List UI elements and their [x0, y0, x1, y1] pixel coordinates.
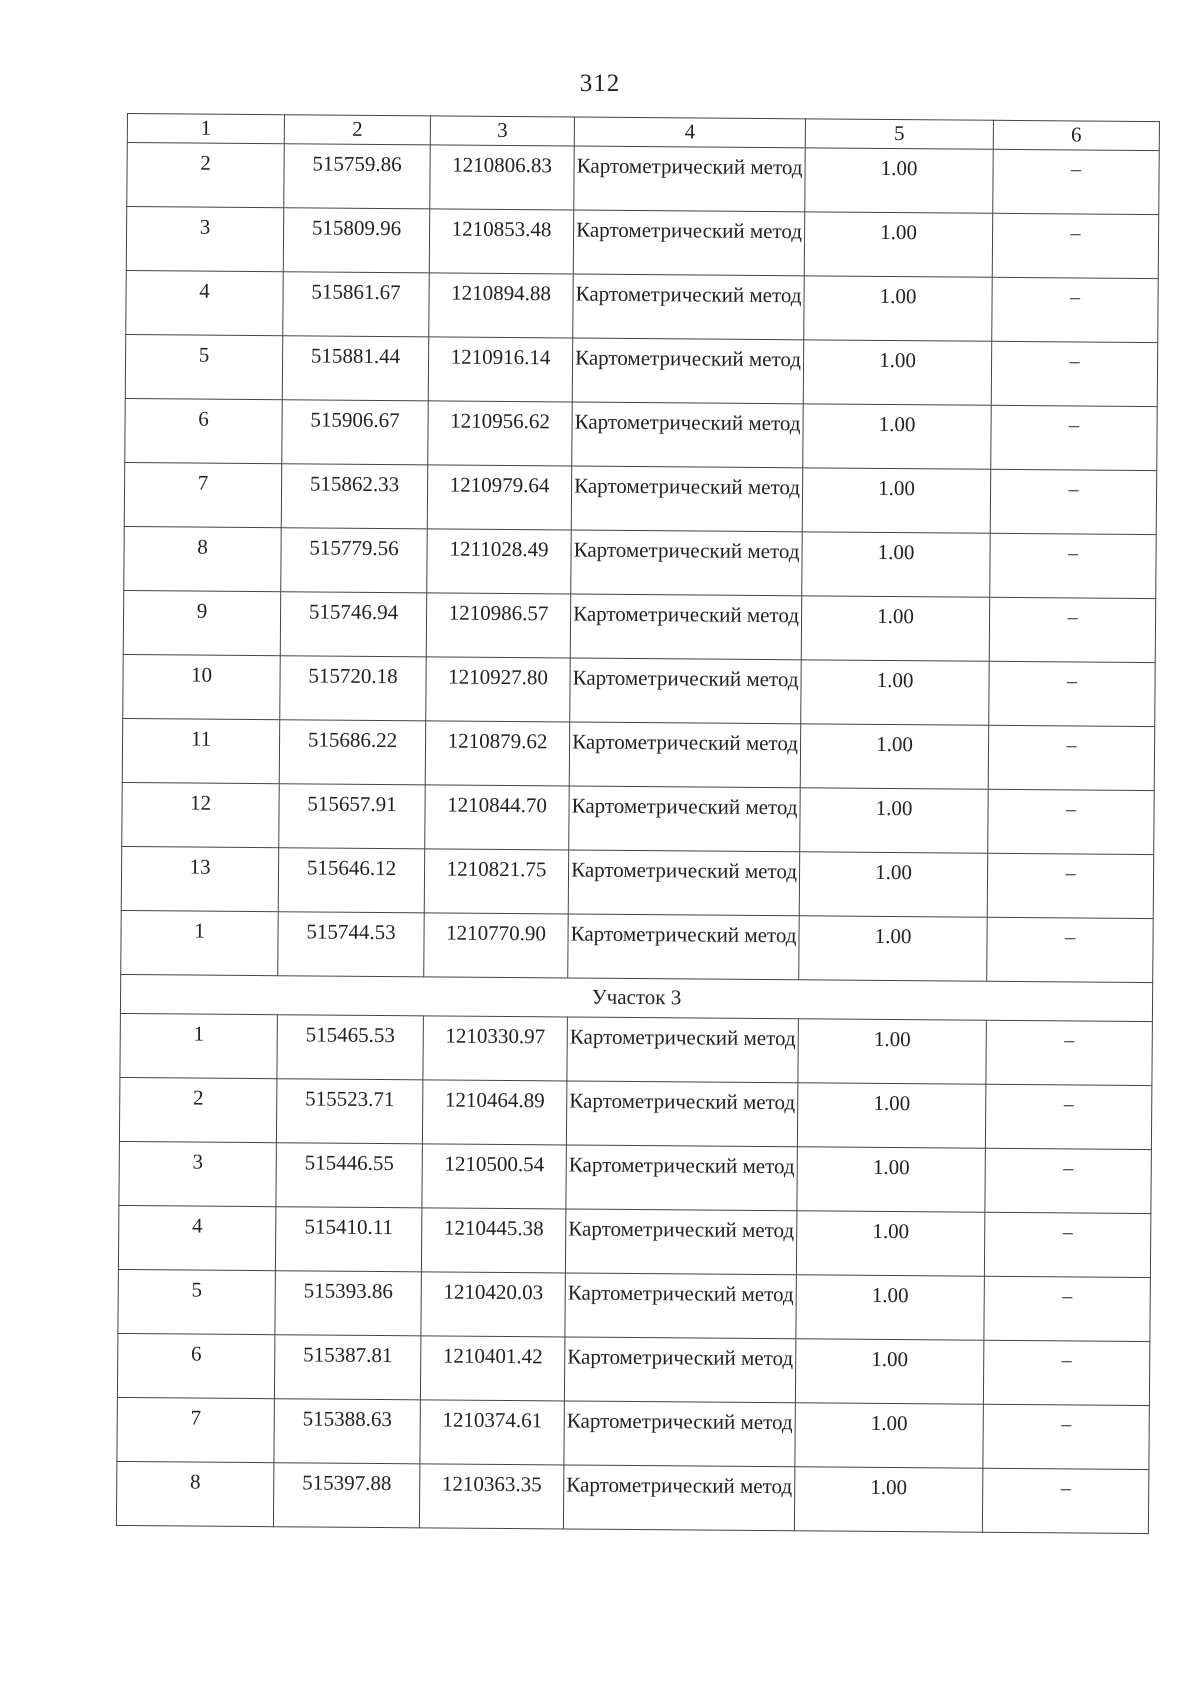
accuracy-cell: 1.00	[800, 788, 988, 853]
method-cell: Картометрический метод	[564, 1401, 795, 1467]
accuracy-cell: 1.00	[797, 1147, 985, 1212]
point-number-cell: 8	[116, 1461, 273, 1526]
x-coordinate-cell: 515657.91	[279, 784, 425, 849]
accuracy-cell: 1.00	[799, 852, 987, 917]
note-cell: –	[990, 469, 1156, 534]
accuracy-cell: 1.00	[804, 212, 992, 277]
table-row	[117, 1333, 1149, 1405]
y-coordinate-cell: 1210879.62	[425, 721, 569, 786]
point-number-cell: 9	[123, 590, 280, 655]
y-coordinate-cell: 1210986.57	[426, 593, 570, 658]
method-cell: Картометрический метод	[572, 338, 803, 404]
y-coordinate-cell: 1210806.83	[430, 145, 574, 210]
x-coordinate-cell: 515646.12	[278, 848, 424, 913]
note-cell: –	[991, 341, 1157, 406]
note-cell: –	[988, 789, 1154, 854]
x-coordinate-cell: 515862.33	[281, 464, 427, 529]
table-row	[123, 590, 1155, 662]
note-cell: –	[989, 597, 1155, 662]
point-number-cell: 1	[121, 910, 278, 975]
method-cell: Картометрический метод	[574, 146, 805, 212]
note-cell: –	[987, 853, 1153, 918]
note-cell: –	[985, 1148, 1151, 1213]
note-cell: –	[982, 1468, 1148, 1533]
note-cell: –	[983, 1340, 1149, 1405]
point-number-cell: 1	[120, 1013, 277, 1078]
y-coordinate-cell: 1210363.35	[419, 1464, 563, 1529]
accuracy-cell: 1.00	[796, 1211, 984, 1276]
point-number-cell: 6	[125, 398, 282, 463]
note-cell: –	[985, 1084, 1151, 1149]
table-row	[119, 1141, 1151, 1213]
accuracy-cell: 1.00	[801, 660, 989, 725]
accuracy-cell: 1.00	[797, 1083, 985, 1148]
method-cell: Картометрический метод	[570, 658, 801, 724]
point-number-cell: 3	[126, 207, 283, 272]
accuracy-cell: 1.00	[804, 276, 992, 341]
table-row	[121, 910, 1153, 982]
point-number-cell: 2	[119, 1077, 276, 1142]
method-cell: Картометрический метод	[567, 1017, 798, 1083]
accuracy-cell: 1.00	[796, 1275, 984, 1340]
note-cell: –	[983, 1404, 1149, 1469]
table-row	[122, 782, 1154, 854]
method-cell: Картометрический метод	[565, 1209, 796, 1275]
method-cell: Картометрический метод	[570, 594, 801, 660]
header-col-3: 3	[430, 116, 574, 146]
point-number-cell: 2	[127, 143, 284, 208]
x-coordinate-cell: 515744.53	[278, 912, 424, 977]
y-coordinate-cell: 1210894.88	[429, 273, 573, 338]
point-number-cell: 5	[118, 1269, 275, 1334]
method-cell: Картометрический метод	[563, 1465, 794, 1531]
table-row	[126, 270, 1158, 342]
accuracy-cell: 1.00	[795, 1339, 983, 1404]
point-number-cell: 11	[122, 718, 279, 783]
note-cell: –	[993, 149, 1159, 214]
y-coordinate-cell: 1210500.54	[422, 1144, 566, 1209]
method-cell: Картометрический метод	[568, 914, 799, 980]
method-cell: Картометрический метод	[573, 210, 804, 276]
method-cell: Картометрический метод	[569, 786, 800, 852]
x-coordinate-cell: 515809.96	[283, 208, 429, 273]
y-coordinate-cell: 1210956.62	[428, 401, 572, 466]
accuracy-cell: 1.00	[795, 1403, 983, 1468]
table-row	[125, 398, 1157, 470]
point-number-cell: 7	[124, 462, 281, 527]
method-cell: Картометрический метод	[568, 850, 799, 916]
method-cell: Картометрический метод	[571, 466, 802, 532]
table-row	[119, 1077, 1151, 1149]
table-row	[122, 718, 1154, 790]
y-coordinate-cell: 1210853.48	[429, 209, 573, 274]
table-row	[124, 526, 1156, 598]
accuracy-cell: 1.00	[802, 468, 990, 533]
method-cell: Картометрический метод	[565, 1273, 796, 1339]
accuracy-cell: 1.00	[801, 596, 989, 661]
note-cell: –	[991, 405, 1157, 470]
note-cell: –	[992, 213, 1158, 278]
header-col-2: 2	[284, 115, 430, 145]
note-cell: –	[992, 277, 1158, 342]
page-number: 312	[579, 70, 621, 97]
note-cell: –	[984, 1212, 1150, 1277]
accuracy-cell: 1.00	[799, 916, 987, 981]
x-coordinate-cell: 515906.67	[282, 400, 428, 465]
x-coordinate-cell: 515387.81	[274, 1335, 420, 1400]
y-coordinate-cell: 1210445.38	[421, 1208, 565, 1273]
note-cell: –	[987, 917, 1153, 982]
method-cell: Картометрический метод	[569, 722, 800, 788]
x-coordinate-cell: 515779.56	[281, 528, 427, 593]
header-col-6: 6	[993, 120, 1159, 150]
table-row	[123, 654, 1155, 726]
x-coordinate-cell: 515523.71	[276, 1079, 422, 1144]
x-coordinate-cell: 515881.44	[282, 336, 428, 401]
method-cell: Картометрический метод	[573, 274, 804, 340]
x-coordinate-cell: 515465.53	[277, 1015, 423, 1080]
point-number-cell: 5	[125, 334, 282, 399]
point-number-cell: 4	[118, 1205, 275, 1270]
method-cell: Картометрический метод	[572, 402, 803, 468]
method-cell: Картометрический метод	[566, 1145, 797, 1211]
y-coordinate-cell: 1210330.97	[423, 1016, 567, 1081]
point-number-cell: 13	[121, 846, 278, 911]
header-col-5: 5	[805, 119, 993, 149]
point-number-cell: 10	[123, 654, 280, 719]
point-number-cell: 4	[126, 270, 283, 335]
point-number-cell: 8	[124, 526, 281, 591]
method-cell: Картометрический метод	[564, 1337, 795, 1403]
y-coordinate-cell: 1210979.64	[427, 465, 571, 530]
accuracy-cell: 1.00	[803, 340, 991, 405]
point-number-cell: 7	[117, 1397, 274, 1462]
accuracy-cell: 1.00	[800, 724, 988, 789]
y-coordinate-cell: 1210916.14	[428, 337, 572, 402]
section-title: Участок 3	[120, 974, 1152, 1021]
accuracy-cell: 1.00	[805, 148, 993, 213]
x-coordinate-cell: 515720.18	[280, 656, 426, 721]
x-coordinate-cell: 515446.55	[276, 1143, 422, 1208]
point-number-cell: 12	[122, 782, 279, 847]
point-number-cell: 3	[119, 1141, 276, 1206]
point-number-cell: 6	[117, 1333, 274, 1398]
y-coordinate-cell: 1210770.90	[424, 913, 568, 978]
x-coordinate-cell: 515861.67	[283, 272, 429, 337]
header-col-1: 1	[127, 114, 284, 144]
x-coordinate-cell: 515397.88	[273, 1463, 419, 1528]
x-coordinate-cell: 515388.63	[274, 1399, 420, 1464]
accuracy-cell: 1.00	[794, 1467, 982, 1532]
x-coordinate-cell: 515410.11	[275, 1207, 421, 1272]
table-row	[118, 1205, 1150, 1277]
table-row	[117, 1397, 1149, 1469]
y-coordinate-cell: 1210821.75	[424, 849, 568, 914]
x-coordinate-cell: 515393.86	[275, 1271, 421, 1336]
y-coordinate-cell: 1210844.70	[425, 785, 569, 850]
table-row	[118, 1269, 1150, 1341]
table-row	[120, 1013, 1152, 1085]
note-cell: –	[986, 1020, 1152, 1085]
y-coordinate-cell: 1210401.42	[420, 1336, 564, 1401]
accuracy-cell: 1.00	[798, 1019, 986, 1084]
coordinates-table	[116, 113, 1160, 1534]
table-row	[116, 1461, 1148, 1533]
table-body	[116, 143, 1159, 1534]
y-coordinate-cell: 1211028.49	[427, 529, 571, 594]
y-coordinate-cell: 1210927.80	[426, 657, 570, 722]
x-coordinate-cell: 515686.22	[279, 720, 425, 785]
note-cell: –	[989, 661, 1155, 726]
table-row	[121, 846, 1153, 918]
table-row	[125, 334, 1157, 406]
note-cell: –	[984, 1276, 1150, 1341]
table-row	[127, 143, 1159, 215]
method-cell: Картометрический метод	[571, 530, 802, 596]
header-col-4: 4	[574, 117, 805, 148]
accuracy-cell: 1.00	[803, 404, 991, 469]
y-coordinate-cell: 1210374.61	[420, 1400, 564, 1465]
table-row	[126, 207, 1158, 279]
y-coordinate-cell: 1210464.89	[422, 1080, 566, 1145]
y-coordinate-cell: 1210420.03	[421, 1272, 565, 1337]
x-coordinate-cell: 515759.86	[284, 144, 430, 209]
x-coordinate-cell: 515746.94	[280, 592, 426, 657]
accuracy-cell: 1.00	[802, 532, 990, 597]
note-cell: –	[988, 725, 1154, 790]
table-row	[124, 462, 1156, 534]
note-cell: –	[990, 533, 1156, 598]
method-cell: Картометрический метод	[566, 1081, 797, 1147]
